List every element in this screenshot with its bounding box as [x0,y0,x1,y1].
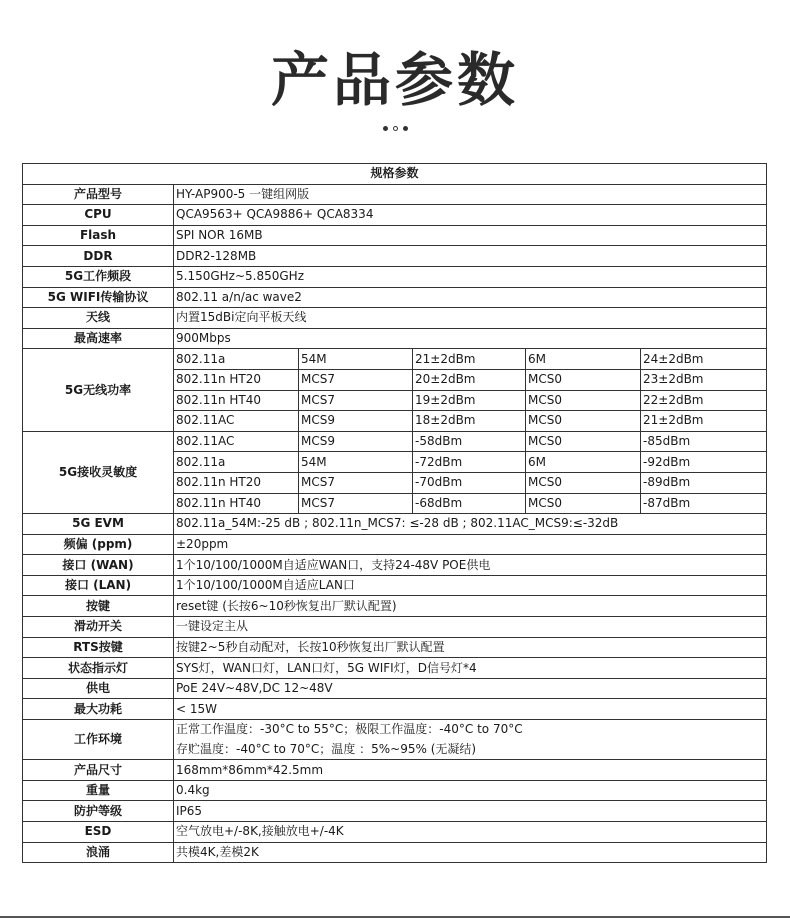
spec-value: MCS9 [299,431,413,452]
spec-value: SPI NOR 16MB [174,225,767,246]
spec-value: 一键设定主从 [174,617,767,638]
spec-value: MCS9 [299,411,413,432]
table-row [23,699,767,720]
spec-value: SYS灯，WAN口灯，LAN口灯，5G WIFI灯，D信号灯*4 [174,658,767,679]
spec-value: MCS7 [299,472,413,493]
table-row [23,760,767,781]
spec-label: 频偏 (ppm) [23,534,174,555]
spec-value: 802.11n HT20 [174,472,299,493]
table-row [23,534,767,555]
spec-value: 802.11a [174,349,299,370]
spec-label: 工作环境 [23,720,174,760]
spec-table [22,163,767,863]
table-row [23,637,767,658]
spec-value: IP65 [174,801,767,822]
table-row [23,658,767,679]
spec-value: MCS7 [299,390,413,411]
spec-value: 21±2dBm [641,411,767,432]
spec-label: 5G工作频段 [23,266,174,287]
spec-value: 共模4K,差模2K [174,842,767,863]
spec-label: 最高速率 [23,328,174,349]
spec-value: -58dBm [413,431,526,452]
spec-value: ±20ppm [174,534,767,555]
spec-label: 最大功耗 [23,699,174,720]
spec-value: 802.11n HT20 [174,369,299,390]
spec-value: 6M [526,349,641,370]
table-title: 规格参数 [23,164,767,185]
dot-icon [393,126,398,131]
spec-value: 900Mbps [174,328,767,349]
table-row [23,514,767,535]
dot-icon [403,126,408,131]
spec-value: QCA9563+ QCA9886+ QCA8334 [174,205,767,226]
spec-value: PoE 24V~48V,DC 12~48V [174,678,767,699]
spec-value: 按键2~5秒自动配对，长按10秒恢复出厂默认配置 [174,637,767,658]
spec-value: reset键 (长按6~10秒恢复出厂默认配置) [174,596,767,617]
table-row [23,225,767,246]
spec-value: 168mm*86mm*42.5mm [174,760,767,781]
spec-value: MCS7 [299,493,413,514]
spec-value: HY-AP900-5 一键组网版 [174,184,767,205]
spec-value: 空气放电+/-8K,接触放电+/-4K [174,822,767,843]
spec-value: DDR2-128MB [174,246,767,267]
spec-value: -92dBm [641,452,767,473]
spec-label: DDR [23,246,174,267]
spec-value: MCS0 [526,369,641,390]
spec-label: 产品尺寸 [23,760,174,781]
spec-label: 天线 [23,308,174,329]
spec-value: 802.11AC [174,411,299,432]
table-row [23,617,767,638]
spec-label: 供电 [23,678,174,699]
spec-label: Flash [23,225,174,246]
table-row [23,842,767,863]
spec-value: 802.11a_54M:-25 dB ; 802.11n_MCS7: ≤-28 dB ; 802.11AC_MCS9:≤-32dB [174,514,767,535]
table-row [23,246,767,267]
spec-label: CPU [23,205,174,226]
spec-label: RTS按键 [23,637,174,658]
table-row [23,678,767,699]
spec-value: 802.11 a/n/ac wave2 [174,287,767,308]
spec-label: 状态指示灯 [23,658,174,679]
spec-value: 内置15dBi定向平板天线 [174,308,767,329]
spec-label: ESD [23,822,174,843]
spec-value: 54M [299,349,413,370]
table-row [23,555,767,576]
table-row [23,287,767,308]
table-row [23,184,767,205]
spec-value: -85dBm [641,431,767,452]
table-row [23,575,767,596]
table-row [23,596,767,617]
spec-value: 正常工作温度：-30°C to 55°C；极限工作温度：-40°C to 70°C [174,720,767,740]
table-row [23,308,767,329]
spec-value: 20±2dBm [413,369,526,390]
spec-label: 5G EVM [23,514,174,535]
spec-table-body [23,164,767,863]
spec-label: 重量 [23,780,174,801]
page-title: 产品参数 [270,46,519,114]
spec-value: 21±2dBm [413,349,526,370]
spec-value: MCS0 [526,390,641,411]
spec-label: 5G接收灵敏度 [23,431,174,513]
spec-label: 接口 (LAN) [23,575,174,596]
spec-value: 1个10/100/1000M自适应WAN口，支持24-48V POE供电 [174,555,767,576]
dot-icon [383,126,388,131]
bottom-divider [0,916,790,918]
spec-value: MCS0 [526,472,641,493]
spec-value: MCS0 [526,411,641,432]
spec-value: -87dBm [641,493,767,514]
spec-label: 按键 [23,596,174,617]
table-row [23,720,767,740]
spec-value: 存贮温度：-40°C to 70°C；温度 ：5%~95% (无凝结) [174,740,767,760]
table-row [23,328,767,349]
table-row [23,205,767,226]
spec-label: 浪涌 [23,842,174,863]
spec-value: 5.150GHz~5.850GHz [174,266,767,287]
spec-value: 802.11n HT40 [174,493,299,514]
spec-value: 19±2dBm [413,390,526,411]
spec-value: 0.4kg [174,780,767,801]
table-row [23,801,767,822]
spec-value: 1个10/100/1000M自适应LAN口 [174,575,767,596]
spec-value: 22±2dBm [641,390,767,411]
spec-label: 5G无线功率 [23,349,174,431]
spec-label: 5G WIFI传输协议 [23,287,174,308]
table-row [23,431,767,452]
table-row [23,349,767,370]
spec-value: MCS0 [526,493,641,514]
spec-value: 802.11a [174,452,299,473]
spec-value: -72dBm [413,452,526,473]
spec-value: 24±2dBm [641,349,767,370]
spec-value: 23±2dBm [641,369,767,390]
spec-value: 802.11n HT40 [174,390,299,411]
spec-value: 54M [299,452,413,473]
spec-value: -89dBm [641,472,767,493]
title-dots-decoration [0,126,790,131]
spec-value: 6M [526,452,641,473]
spec-label: 产品型号 [23,184,174,205]
spec-value: -70dBm [413,472,526,493]
spec-label: 防护等级 [23,801,174,822]
spec-value: 802.11AC [174,431,299,452]
table-row [23,780,767,801]
table-header-row [23,164,767,185]
spec-value: < 15W [174,699,767,720]
table-row [23,822,767,843]
spec-value: MCS7 [299,369,413,390]
table-row [23,266,767,287]
spec-label: 滑动开关 [23,617,174,638]
spec-value: MCS0 [526,431,641,452]
spec-label: 接口 (WAN) [23,555,174,576]
spec-value: 18±2dBm [413,411,526,432]
spec-value: -68dBm [413,493,526,514]
